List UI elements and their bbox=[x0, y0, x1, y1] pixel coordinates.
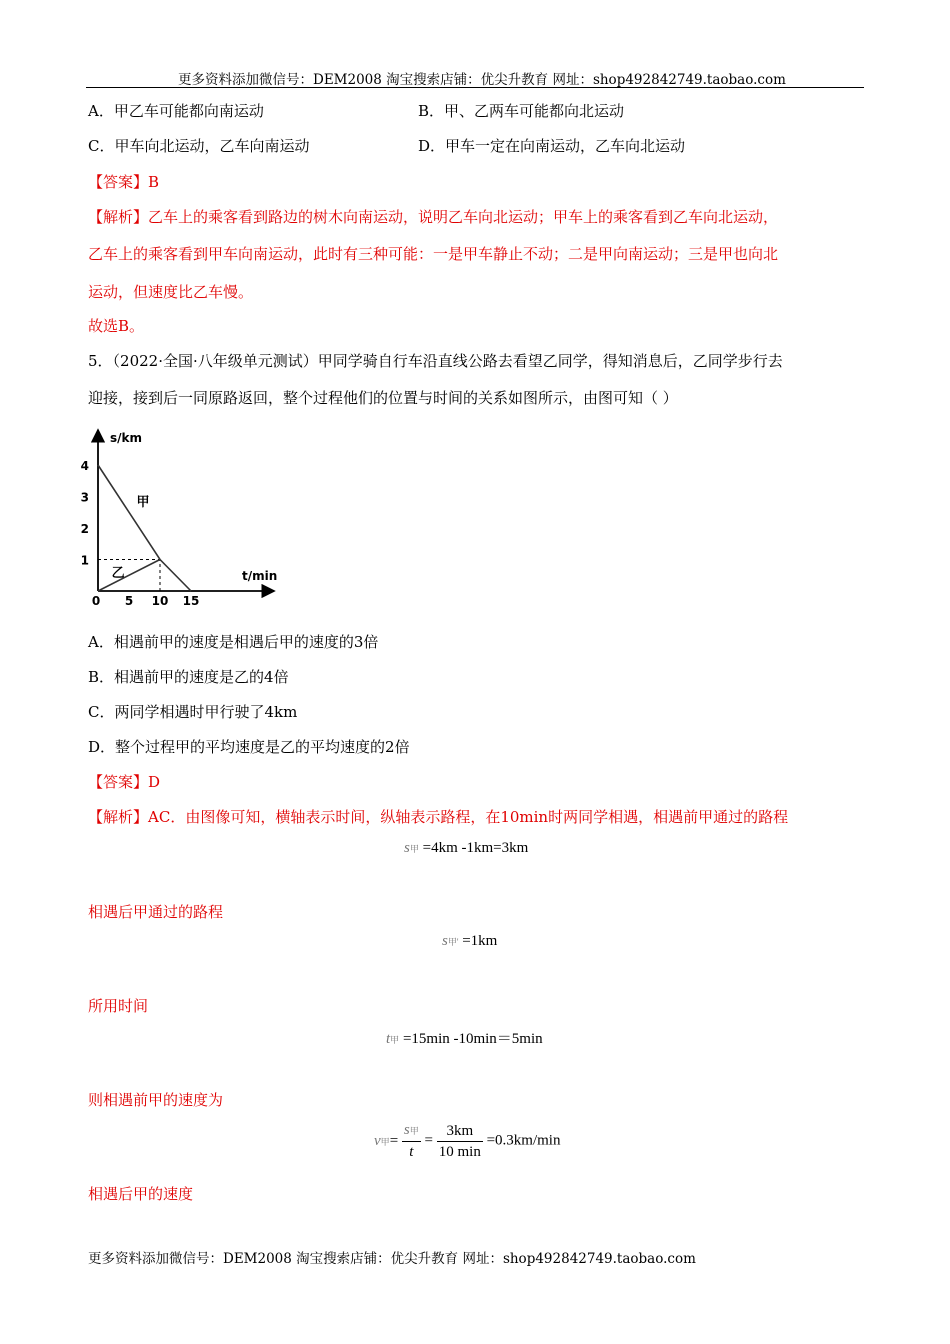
q5-option-a: A．相遇前甲的速度是相遇后甲的速度的3倍 bbox=[88, 633, 379, 651]
q5-stem-line-2: 迎接，接到后一同原路返回，整个过程他们的位置与时间的关系如图所示，由图可知（ ） bbox=[88, 389, 678, 407]
analysis-text-4: 则相遇前甲的速度为 bbox=[88, 1091, 224, 1109]
analysis-text-5: 相遇后甲的速度 bbox=[88, 1185, 194, 1203]
y-tick-label: 2 bbox=[80, 522, 89, 536]
q5-option-d: D．整个过程甲的平均速度是乙的平均速度的2倍 bbox=[88, 738, 410, 756]
x-tick-label: 0 bbox=[91, 594, 101, 608]
y-tick-label: 1 bbox=[80, 553, 89, 568]
q4-option-b: B．甲、乙两车可能都向北运动 bbox=[418, 102, 625, 120]
q4-option-d: D．甲车一定在向南运动，乙车向北运动 bbox=[418, 137, 686, 155]
q5-option-c: C．两同学相遇时甲行驶了4km bbox=[88, 703, 298, 721]
q4-analysis-line-1: 【解析】乙车上的乘客看到路边的树木向南运动，说明乙车向北运动；甲车上的乘客看到乙车向北运动， bbox=[88, 208, 779, 226]
fraction-s-over-t: $\frac{\text{s甲}}{t}$ bbox=[403, 1122, 419, 1160]
formula-4: v甲= $\frac{\text{s甲}}{t}$ = $\frac{3km}{10 \min}$ =0.3km/min bbox=[374, 1122, 561, 1160]
y-tick-label: 4 bbox=[80, 459, 89, 473]
page-header: 更多资料添加微信号：DEM2008 淘宝搜索店铺：优尖升教育 网址：shop492842749.taobao.com bbox=[178, 72, 786, 88]
analysis-text-3: 所用时间 bbox=[88, 997, 149, 1015]
q4-analysis-line-3: 运动，但速度比乙车慢。 bbox=[88, 283, 254, 301]
q4-answer: 【答案】B bbox=[88, 173, 160, 191]
q4-option-c: C．甲车向北运动，乙车向南运动 bbox=[88, 137, 310, 155]
analysis-text-2: 相遇后甲通过的路程 bbox=[88, 903, 224, 921]
q4-analysis-tag: 【解析】 bbox=[88, 208, 149, 226]
q4-conclusion: 故选B。 bbox=[88, 317, 145, 335]
q5-stem-line-1: 5．（2022·全国·八年级单元测试）甲同学骑自行车沿直线公路去看望乙同学，得知消息后，乙同学步行去 bbox=[88, 352, 783, 370]
y-axis-label: s/km bbox=[110, 431, 143, 445]
q4-analysis-line-2: 乙车上的乘客看到甲车向南运动，此时有三种可能：一是甲车静止不动；二是甲向南运动；三是甲也向北 bbox=[88, 245, 779, 263]
q5-option-b: B．相遇前甲的速度是乙的4倍 bbox=[88, 668, 289, 686]
formula-2: s甲' =1km bbox=[442, 933, 498, 949]
y-tick-label: 3 bbox=[80, 490, 89, 505]
formula-1: s甲 =4km -1km=3km bbox=[404, 840, 529, 856]
q5-analysis-tag: 【解析】 bbox=[88, 808, 149, 826]
series-label-yi: 乙 bbox=[111, 565, 125, 581]
formula-3: t甲 =15min -10min＝5min bbox=[386, 1031, 543, 1047]
x-axis-label: t/min bbox=[242, 569, 278, 583]
q5-answer: 【答案】D bbox=[88, 773, 161, 791]
x-tick-label: 15 bbox=[182, 594, 200, 608]
series-label-jia: 甲 bbox=[136, 494, 150, 510]
page-footer: 更多资料添加微信号：DEM2008 淘宝搜索店铺：优尖升教育 网址：shop492842749.taobao.com bbox=[88, 1251, 696, 1267]
q4-option-a: A．甲乙车可能都向南运动 bbox=[88, 102, 264, 120]
x-tick-label: 10 bbox=[151, 594, 169, 608]
position-time-chart bbox=[80, 424, 284, 614]
x-tick-label: 5 bbox=[124, 594, 134, 608]
q5-analysis-line-1: 【解析】AC．由图像可知，横轴表示时间，纵轴表示路程，在10min时两同学相遇，相遇前甲通过的路程 bbox=[88, 808, 789, 826]
header-rule bbox=[86, 87, 864, 88]
fraction-3km-over-10min: $\frac{3km}{10 \min}$ bbox=[438, 1122, 481, 1160]
series-line-yi bbox=[98, 560, 160, 592]
